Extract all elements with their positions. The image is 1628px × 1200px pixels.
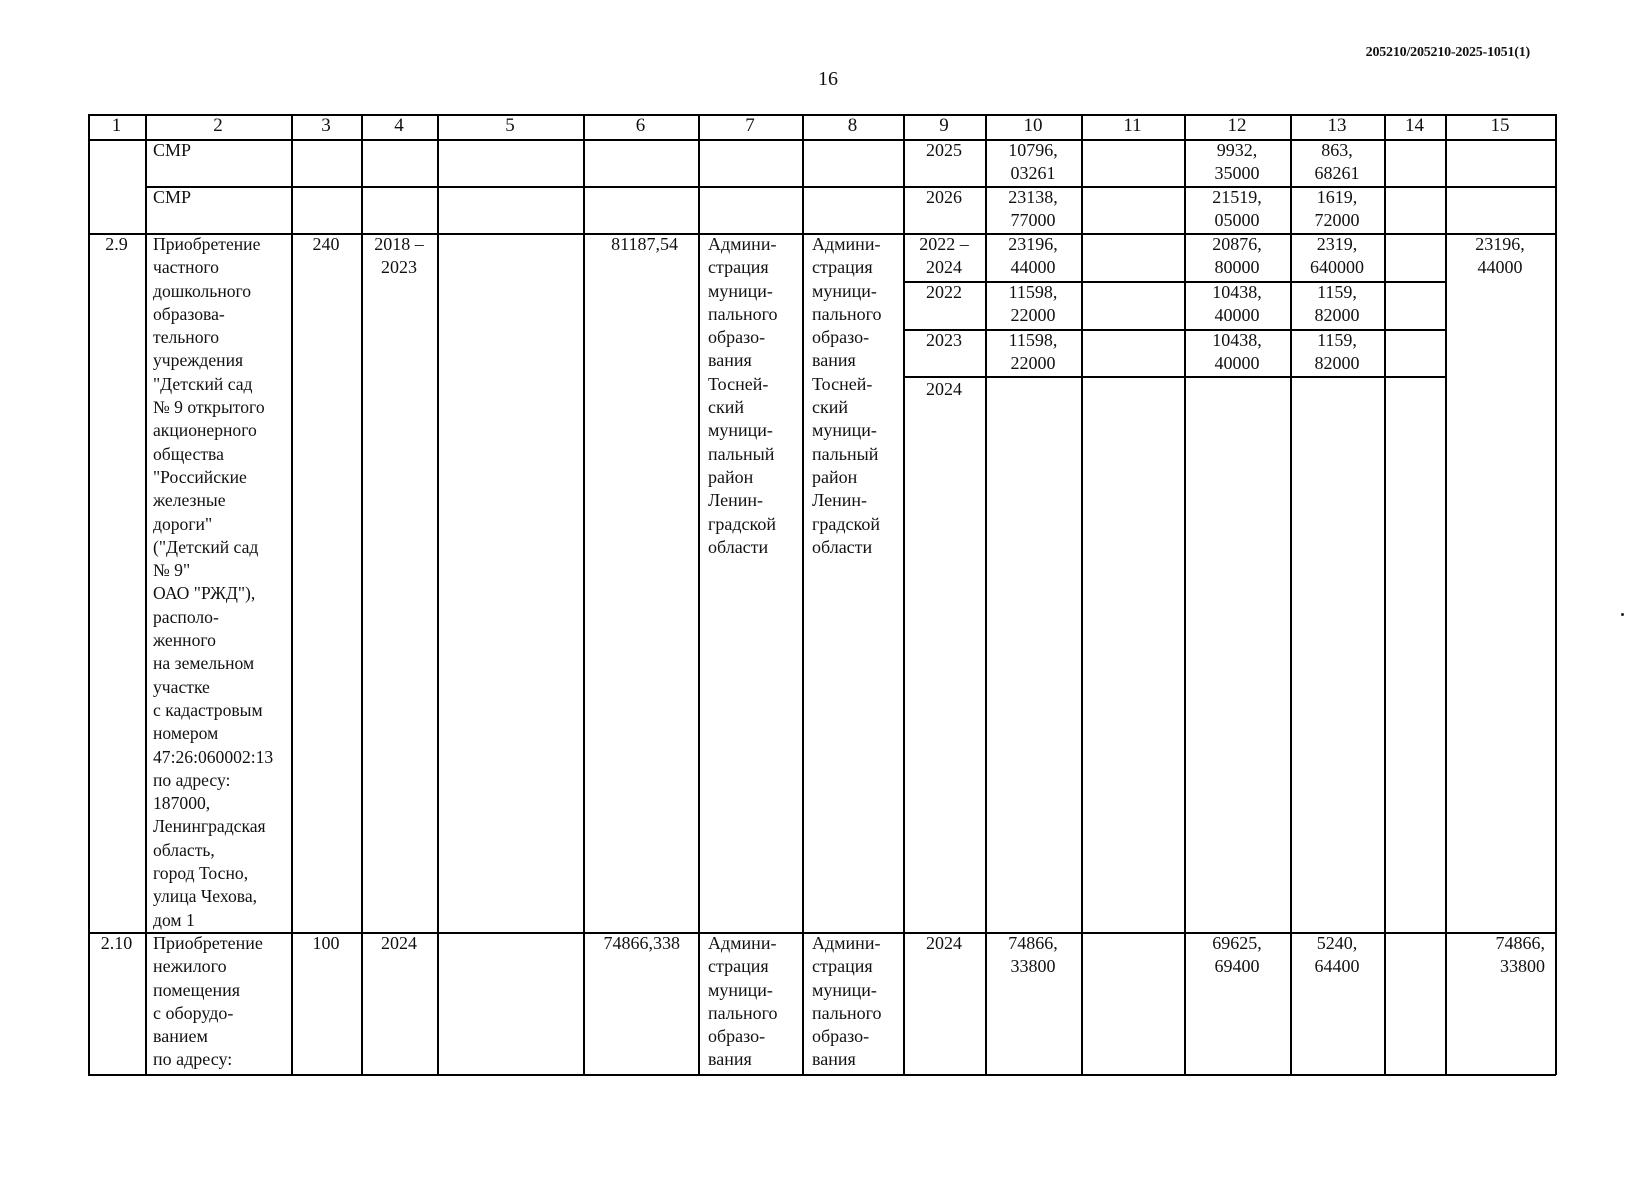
column-header: 7 bbox=[745, 115, 755, 136]
column-header: 15 bbox=[1490, 115, 1510, 136]
column-header: 6 bbox=[635, 115, 646, 136]
cell-col3: 100 bbox=[312, 933, 340, 953]
row-year: 2024 bbox=[926, 379, 962, 399]
table-rule bbox=[145, 114, 147, 1075]
row-year: 2025 bbox=[926, 140, 962, 160]
cell-col7: Админи- страция муници- пального образо- вания Тосней- ский муници- пальный район Ленин- градской области bbox=[708, 234, 778, 557]
table-rule bbox=[802, 114, 804, 1075]
column-header: 13 bbox=[1327, 115, 1347, 136]
cell-col13: 863, 68261 bbox=[1314, 140, 1360, 184]
table-rule bbox=[698, 114, 700, 1075]
row-name: Приобретение частного дошкольного образова- тельного учреждения "Детский сад № 9 открытого акционерного общества "Российские железные дороги" ("Детский сад № 9" ОАО "РЖД"), располо- женного на земельном участке с кадастровым номером 47:26:060002:13 по адресу: 187000, Ленинградская область, город Тосно, улица Чехова, дом 1 bbox=[153, 234, 274, 930]
cell-col8: Админи- страция муници- пального образо- вания Тосней- ский муници- пальный район Ленин- градской области bbox=[812, 234, 882, 557]
scan-speck bbox=[1621, 613, 1624, 616]
cell-col13: 5240, 64400 bbox=[1314, 933, 1360, 977]
row-number: 2.10 bbox=[100, 933, 133, 953]
column-header: 5 bbox=[505, 115, 515, 136]
column-header: 4 bbox=[394, 115, 404, 136]
cell-col4: 2018 – 2023 bbox=[374, 234, 424, 278]
cell-col12: 10438, 40000 bbox=[1212, 330, 1262, 374]
cell-col10: 10796, 03261 bbox=[1008, 140, 1058, 184]
cell-col13: 1159, 82000 bbox=[1314, 330, 1360, 374]
cell-col10: 11598, 22000 bbox=[1008, 330, 1058, 374]
column-header: 3 bbox=[321, 115, 331, 136]
column-header: 9 bbox=[939, 115, 949, 136]
cell-col10: 11598, 22000 bbox=[1008, 282, 1058, 326]
column-header: 2 bbox=[213, 115, 223, 136]
table-rule bbox=[291, 114, 293, 1075]
cell-col10: 74866, 33800 bbox=[1008, 933, 1058, 977]
table-rule bbox=[88, 1074, 1556, 1076]
cell-col6: 81187,54 bbox=[611, 234, 678, 254]
cell-col12: 21519, 05000 bbox=[1212, 187, 1262, 231]
row-year: 2022 – 2024 bbox=[919, 234, 969, 278]
table-rule bbox=[1555, 114, 1557, 1075]
column-header: 1 bbox=[111, 115, 122, 136]
column-header: 14 bbox=[1405, 115, 1424, 136]
cell-col10: 23138, 77000 bbox=[1008, 187, 1058, 231]
table-rule bbox=[1081, 114, 1083, 1075]
cell-col13: 1159, 82000 bbox=[1314, 282, 1360, 326]
table-rule bbox=[437, 114, 439, 1075]
cell-col10: 23196, 44000 bbox=[1008, 234, 1058, 278]
table-rule bbox=[88, 114, 90, 1075]
column-header: 11 bbox=[1123, 115, 1142, 136]
table-rule bbox=[1384, 114, 1386, 1075]
column-header: 12 bbox=[1227, 115, 1247, 136]
page-number: 16 bbox=[818, 68, 838, 90]
table-rule bbox=[583, 114, 585, 1075]
cell-col6: 74866,338 bbox=[603, 933, 680, 953]
cell-col15: 23196, 44000 bbox=[1475, 234, 1525, 278]
cell-col7: Админи- страция муници- пального образо- вания bbox=[708, 933, 778, 1070]
cell-col13: 2319, 640000 bbox=[1310, 234, 1364, 278]
cell-col13: 1619, 72000 bbox=[1314, 187, 1360, 231]
column-header: 8 bbox=[847, 115, 858, 136]
column-header: 10 bbox=[1023, 115, 1043, 136]
row-year: 2024 bbox=[926, 933, 962, 953]
cell-col12: 69625, 69400 bbox=[1212, 933, 1262, 977]
cell-col4: 2024 bbox=[381, 933, 417, 953]
row-name: Приобретение нежилого помещения с оборудо- ванием по адресу: bbox=[153, 933, 263, 1070]
row-name: СМР bbox=[153, 140, 192, 160]
cell-col12: 20876, 80000 bbox=[1212, 234, 1262, 278]
cell-col3: 240 bbox=[312, 234, 340, 254]
row-number: 2.9 bbox=[105, 234, 128, 254]
row-year: 2023 bbox=[926, 330, 962, 350]
row-name: СМР bbox=[153, 187, 192, 207]
cell-col8: Админи- страция муници- пального образо- вания bbox=[812, 933, 882, 1070]
cell-col12: 9932, 35000 bbox=[1214, 140, 1260, 184]
cell-col12: 10438, 40000 bbox=[1212, 282, 1262, 326]
row-year: 2022 bbox=[926, 282, 962, 302]
cell-col15: 74866, 33800 bbox=[1495, 933, 1545, 977]
document-id: 205210/205210-2025-1051(1) bbox=[1365, 45, 1530, 60]
row-year: 2026 bbox=[926, 187, 962, 207]
